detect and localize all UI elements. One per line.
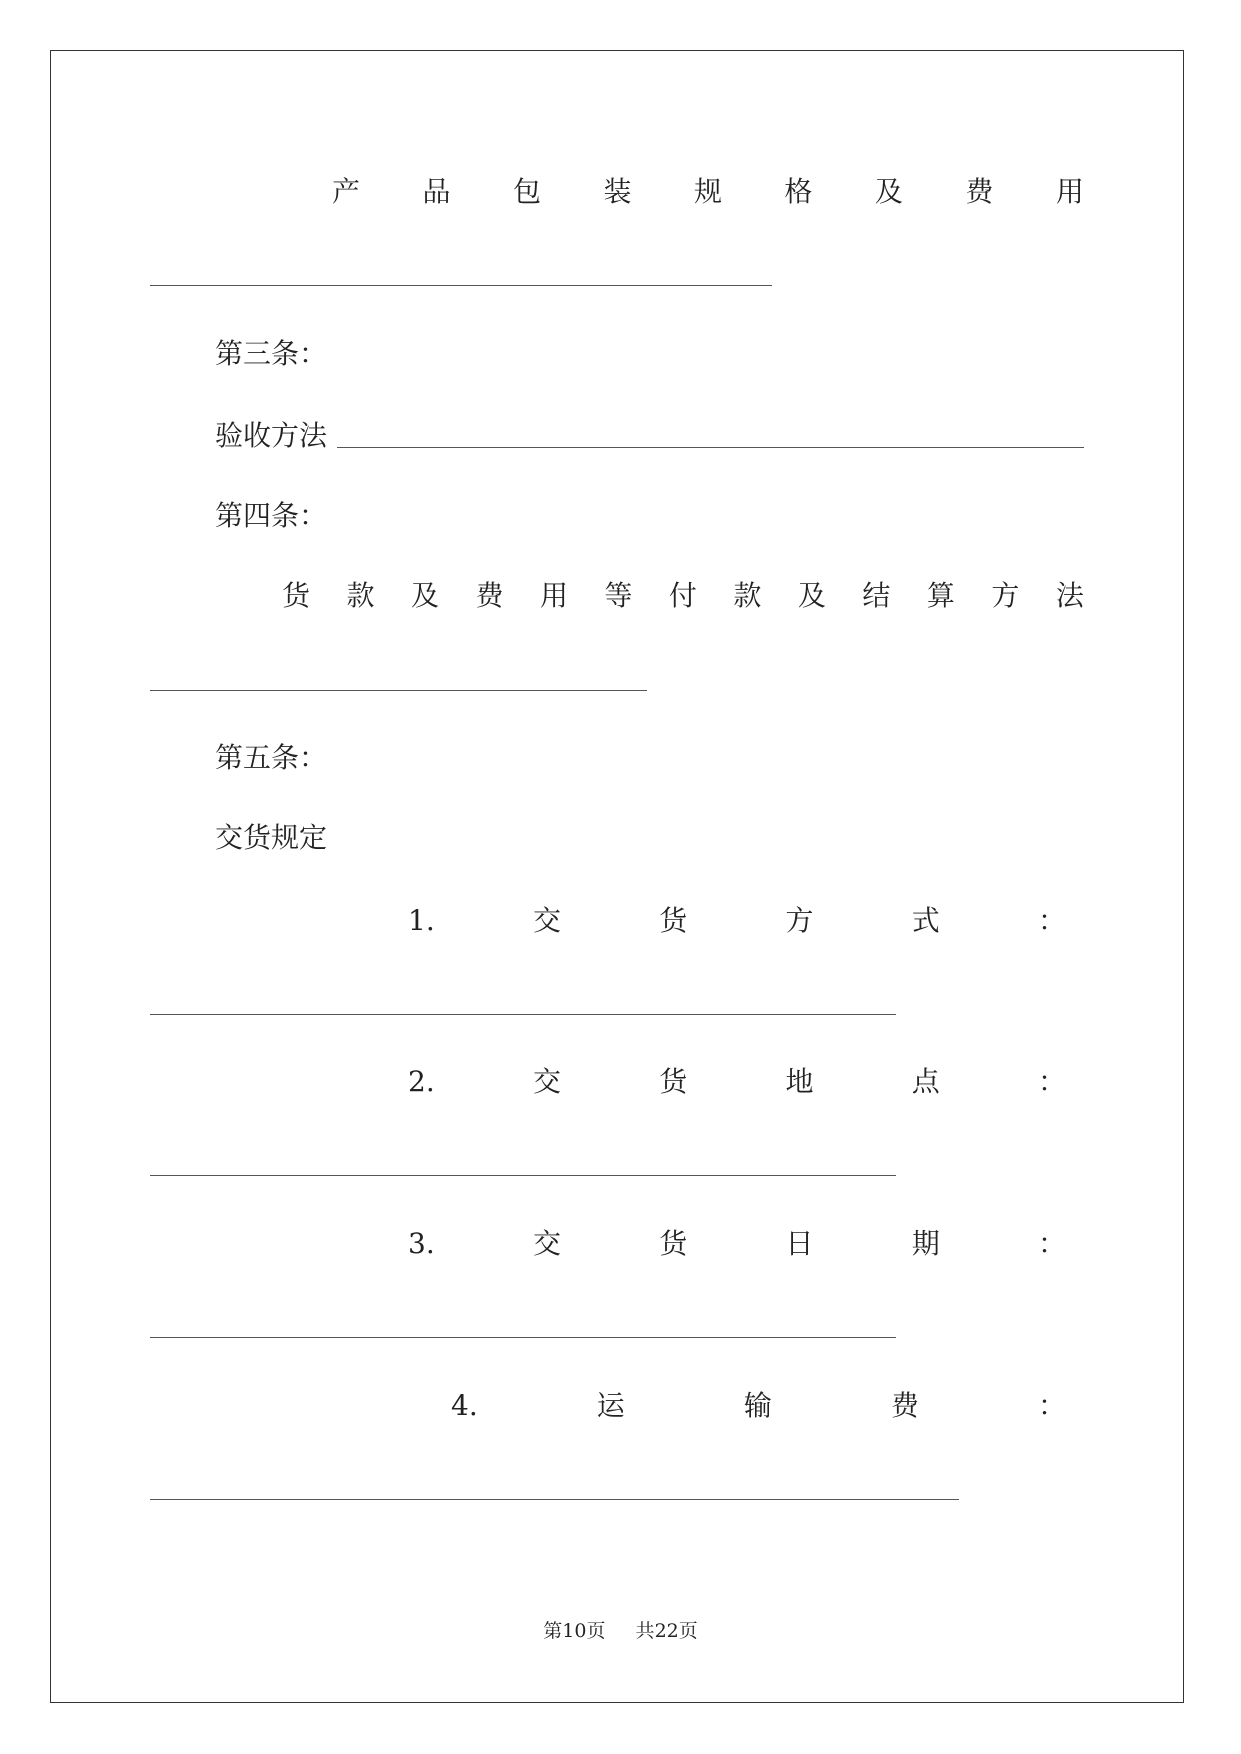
heading-char: 及 bbox=[874, 175, 903, 208]
packaging-fill-line bbox=[150, 285, 772, 286]
item-char: 期 bbox=[911, 1227, 940, 1260]
item-char: 费 bbox=[890, 1389, 919, 1422]
page-label-prefix: 第 bbox=[543, 1620, 563, 1642]
heading-char: 包 bbox=[512, 175, 541, 208]
transport-fee-item bbox=[451, 1388, 1066, 1424]
heading-char: 及 bbox=[797, 579, 826, 612]
heading-char: 格 bbox=[784, 175, 813, 208]
payment-heading bbox=[282, 578, 1084, 614]
item-colon: ： bbox=[1037, 904, 1066, 937]
heading-char: 及 bbox=[410, 579, 439, 612]
payment-fill-line bbox=[150, 690, 647, 691]
page-footer bbox=[0, 1619, 1241, 1643]
delivery-date-item bbox=[408, 1226, 1066, 1262]
item-number: 4. bbox=[451, 1389, 478, 1422]
delivery-date-fill-line bbox=[150, 1337, 896, 1338]
item-char: 货 bbox=[659, 1065, 688, 1098]
item-char: 货 bbox=[659, 904, 688, 937]
heading-char: 算 bbox=[926, 579, 955, 612]
total-label-prefix: 共 bbox=[635, 1620, 655, 1642]
packaging-heading bbox=[332, 174, 1084, 210]
item-colon: ： bbox=[1037, 1389, 1066, 1422]
item-char: 方 bbox=[785, 904, 814, 937]
article-5-heading: 第五条： bbox=[215, 741, 328, 774]
total-label-suffix: 页 bbox=[678, 1620, 698, 1642]
current-page-number: 10 bbox=[562, 1620, 587, 1642]
item-char: 式 bbox=[911, 904, 940, 937]
acceptance-method-label: 验收方法 bbox=[215, 419, 328, 452]
item-number: 1. bbox=[408, 904, 435, 937]
item-char: 货 bbox=[659, 1227, 688, 1260]
item-char: 交 bbox=[532, 1065, 561, 1098]
item-char: 运 bbox=[596, 1389, 625, 1422]
item-colon: ： bbox=[1037, 1227, 1066, 1260]
heading-char: 规 bbox=[693, 175, 722, 208]
total-pages-number: 22 bbox=[654, 1620, 679, 1642]
article-4-heading: 第四条： bbox=[215, 499, 328, 532]
item-char: 地 bbox=[785, 1065, 814, 1098]
item-char: 日 bbox=[785, 1227, 814, 1260]
acceptance-method-fill-line bbox=[337, 447, 1084, 448]
item-char: 交 bbox=[532, 1227, 561, 1260]
transport-fee-fill-line bbox=[150, 1499, 959, 1500]
item-char: 输 bbox=[743, 1389, 772, 1422]
page-label-suffix: 页 bbox=[586, 1620, 606, 1642]
item-char: 点 bbox=[911, 1065, 940, 1098]
heading-char: 方 bbox=[991, 579, 1020, 612]
delivery-method-item bbox=[408, 903, 1066, 939]
heading-char: 等 bbox=[604, 579, 633, 612]
heading-char: 货 bbox=[282, 579, 311, 612]
delivery-rules-label: 交货规定 bbox=[215, 821, 328, 854]
heading-char: 费 bbox=[475, 579, 504, 612]
heading-char: 装 bbox=[603, 175, 632, 208]
heading-char: 费 bbox=[965, 175, 994, 208]
heading-char: 付 bbox=[668, 579, 697, 612]
item-colon: ： bbox=[1037, 1065, 1066, 1098]
item-number: 3. bbox=[408, 1227, 435, 1260]
heading-char: 用 bbox=[1055, 175, 1084, 208]
heading-char: 结 bbox=[862, 579, 891, 612]
delivery-place-fill-line bbox=[150, 1175, 896, 1176]
heading-char: 款 bbox=[733, 579, 762, 612]
heading-char: 用 bbox=[539, 579, 568, 612]
delivery-place-item bbox=[408, 1064, 1066, 1100]
heading-char: 款 bbox=[346, 579, 375, 612]
item-char: 交 bbox=[532, 904, 561, 937]
page-border bbox=[50, 50, 1184, 1703]
heading-char: 法 bbox=[1055, 579, 1084, 612]
heading-char: 品 bbox=[422, 175, 451, 208]
item-number: 2. bbox=[408, 1065, 435, 1098]
article-3-heading: 第三条： bbox=[215, 337, 328, 370]
delivery-method-fill-line bbox=[150, 1014, 896, 1015]
heading-char: 产 bbox=[332, 175, 361, 208]
